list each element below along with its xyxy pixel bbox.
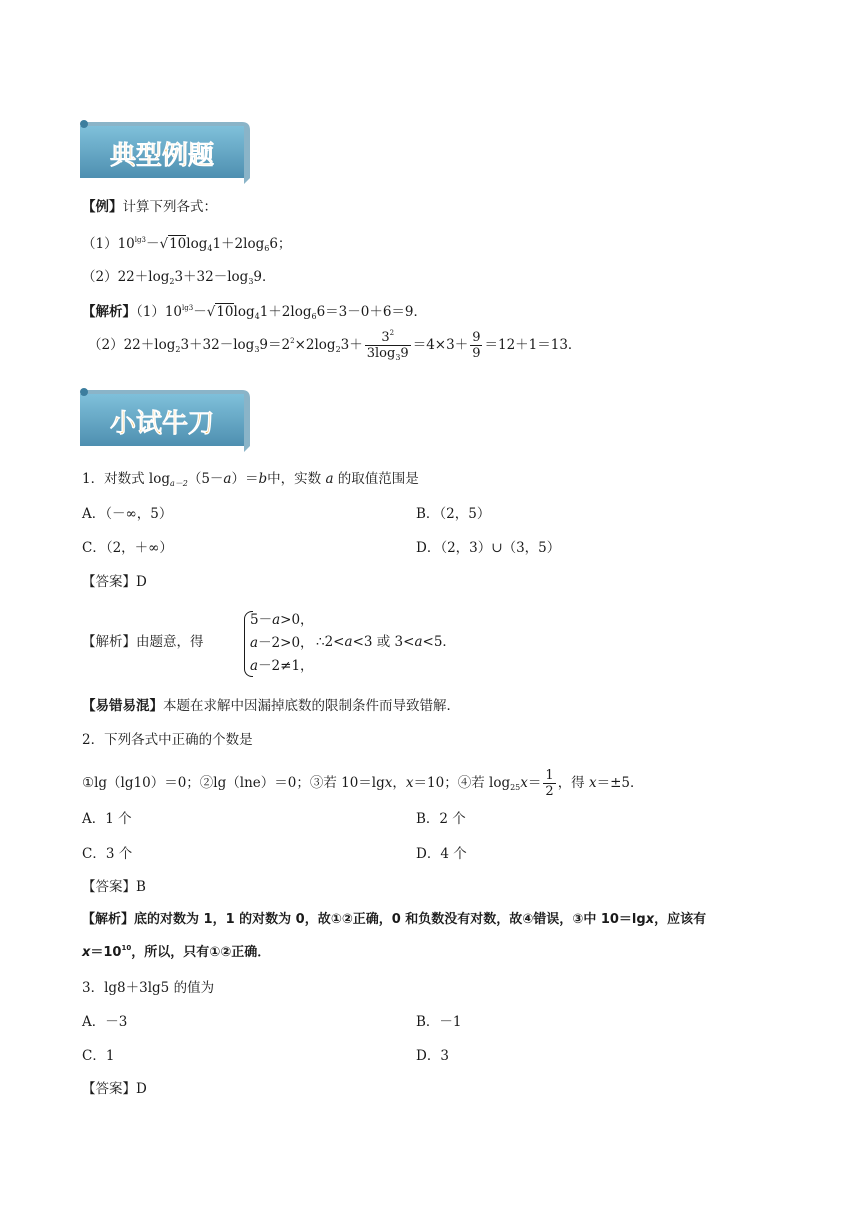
q3-answer: 【答案】D (82, 1081, 147, 1097)
banner-title-example: 典型例题 (109, 141, 215, 171)
section-banner-practice (74, 384, 254, 454)
q2-statements: ①lg（lg10）＝0；②lg（lne）＝0；③若 10＝lgx，x＝10；④若 $\log_{25}x=$ $\frac{1}{2}$ ，得 x＝±5． (82, 768, 644, 799)
example-solution-2: $(2)22+\log_23+32-\log_39=2^2\times 2\log_23+$ $\frac{3^2}{3\log_39}$ ＝4×3＋ $\frac{9}{9}$ ＝12＋1＝13． (88, 329, 582, 362)
example-solution-1: 【解析】$(1)10^{lg3}-√10\log_41+2\log_66=3-0+6=9$． (82, 304, 428, 321)
q1-option-a: A．（－∞，5） (82, 506, 173, 522)
q1-option-c: C．（2，＋∞） (82, 540, 173, 556)
q1-option-d: D．（2，3）∪（3，5） (416, 540, 561, 556)
q1-solution-intro: 【解析】由题意，得 (82, 634, 204, 650)
q1-conclusion: ∴2<a<3 或 3<a<5． (316, 634, 456, 650)
q2-answer: 【答案】B (82, 879, 146, 895)
q3-option-b: B．－1 (416, 1014, 462, 1030)
q2-option-c: C．3 个 (82, 846, 133, 862)
section-banner-example (74, 116, 254, 186)
fraction-3sq-over-3log9: $\frac{3^2}{3\log_39}$ (366, 329, 409, 362)
q1-option-b: B．（2，5） (416, 506, 491, 522)
q3-option-a: A．－3 (82, 1014, 128, 1030)
q1-answer: 【答案】D (82, 574, 147, 590)
fraction-9-over-9: $\frac{9}{9}$ (472, 330, 481, 361)
example-prompt: 【例】计算下列各式： (82, 199, 217, 215)
q1-stem: 1．对数式 $\log_{a-2}(5-a)=b$中，实数 a 的取值范围是 (82, 471, 419, 488)
condition-1: 5－a>0， (250, 612, 314, 628)
fraction-one-half: $\frac{1}{2}$ (545, 768, 554, 799)
q3-option-d: D．3 (416, 1048, 449, 1064)
example-part-1: $(1)10^{lg3}-√10\log_41+2\log_66$； (82, 236, 292, 253)
banner-title-practice: 小试牛刀 (109, 409, 215, 439)
condition-3: a－2≠1， (250, 658, 314, 674)
q2-solution-line-1: 【解析】底的对数为 1，1 的对数为 0，故①②正确，0 和负数没有对数，故④错误，③中 10＝lgx，应该有 (82, 912, 707, 927)
q2-solution-line-2: $x=10^{10}$，所以，只有①②正确． (82, 944, 271, 960)
q2-option-b: B．2 个 (416, 811, 466, 827)
q1-pitfall: 【易错易混】本题在求解中因漏掉底数的限制条件而导致错解． (82, 698, 460, 714)
q2-option-d: D．4 个 (416, 846, 467, 862)
q2-stem: 2．下列各式中正确的个数是 (82, 732, 253, 748)
example-part-2: $(2)22+\log_23+32-\log_39$． (82, 269, 276, 286)
q3-option-c: C．1 (82, 1048, 115, 1064)
q3-stem: 3．lg8＋3lg5 的值为 (82, 980, 215, 996)
condition-2: a－2>0， (250, 635, 314, 651)
q2-option-a: A．1 个 (82, 811, 132, 827)
